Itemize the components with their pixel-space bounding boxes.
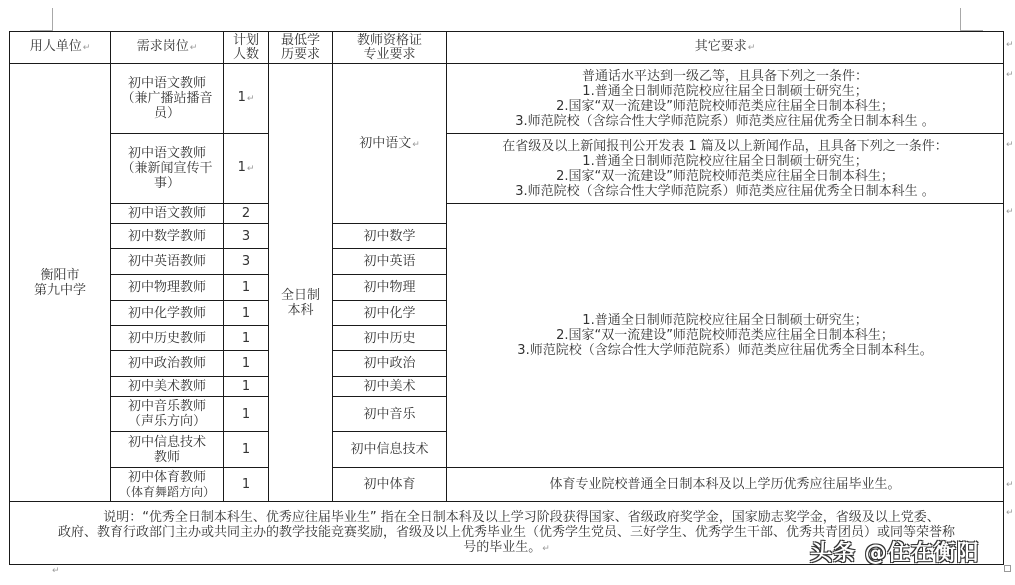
position-cell: 初中物理教师 (111, 275, 224, 301)
position-cell: 初中信息技术 教师 (111, 432, 224, 468)
paragraph-mark: ↵ (1006, 508, 1014, 518)
count-cell: 1 (224, 377, 269, 397)
count-cell: 3 (224, 224, 269, 249)
header-other: 其它要求↵ (447, 32, 1004, 64)
cert-cell: 初中美术 (333, 377, 447, 397)
count-cell: 1 (224, 351, 269, 377)
position-cell: 初中音乐教师 （声乐方向） (111, 397, 224, 432)
cert-cell: 初中政治 (333, 351, 447, 377)
paragraph-mark: ↵ (1006, 480, 1014, 490)
cert-cell: 初中体育 (333, 468, 447, 502)
cert-cell: 初中化学 (333, 301, 447, 326)
position-cell: 初中美术教师 (111, 377, 224, 397)
cert-cell: 初中信息技术 (333, 432, 447, 468)
paragraph-mark: ↵ (1006, 207, 1014, 217)
cert-cell: 初中物理 (333, 275, 447, 301)
cert-cell: 初中音乐 (333, 397, 447, 432)
crop-mark-top-right (960, 8, 983, 31)
count-cell: 1 (224, 397, 269, 432)
crop-mark-top-left (30, 8, 53, 31)
table-row (10, 64, 1004, 134)
header-position: 需求岗位↵ (111, 32, 224, 64)
count-cell: 3 (224, 249, 269, 275)
header-count: 计划 人数 (224, 32, 269, 64)
requirements-news: 在省级及以上新闻报刊公开发表 1 篇及以上新闻作品，且具备下列之一条件： 1.普通全日制师范院校应往届全日制硕士研究生； 2.国家“双一流建设”师范院校师范类应往届全日制本科生； 3.师范院校（含综合性大学师范院系）师范类应往届优秀全日制本科生 。 (447, 134, 1004, 204)
cert-cell: 初中英语 (333, 249, 447, 275)
position-cell: 初中语文教师 （兼广播站播音 员） (111, 64, 224, 134)
cert-cell: 初中历史 (333, 326, 447, 351)
header-certificate: 教师资格证 专业要求 (333, 32, 447, 64)
paragraph-mark: ↵ (1006, 40, 1014, 50)
cert-cell: 初中数学 (333, 224, 447, 249)
paragraph-mark: ↵ (52, 566, 60, 576)
count-cell: 2 (224, 204, 269, 224)
table-header-row (10, 32, 1004, 64)
count-cell: 1↵ (224, 64, 269, 134)
employer-cell: 衡阳市 第九中学 (10, 64, 111, 502)
count-cell: 1 (224, 301, 269, 326)
position-cell: 初中政治教师 (111, 351, 224, 377)
table-row (10, 468, 1004, 502)
count-cell: 1 (224, 468, 269, 502)
position-cell: 初中体育教师 （体育舞蹈方向） (111, 468, 224, 502)
position-cell: 初中英语教师 (111, 249, 224, 275)
header-education: 最低学 历要求 (269, 32, 333, 64)
note-cell: 说明：“优秀全日制本科生、优秀应往届毕业生” 指在全日制本科及以上学习阶段获得国家、省级政府奖学金，国家励志奖学金，省级及以上党委、 政府、教育行政部门主办或共同主办的教学技能竞赛奖励，省级及以上优秀毕业生（优秀学生党员、三好学生、优秀学生干部、优秀共青团员）或同等荣誉称 号的毕业生。↵ (10, 502, 1004, 565)
position-cell: 初中历史教师 (111, 326, 224, 351)
position-cell: 初中化学教师 (111, 301, 224, 326)
count-cell: 1 (224, 432, 269, 468)
table-end-marker (1004, 565, 1011, 572)
count-cell: 1 (224, 326, 269, 351)
education-cell: 全日制 本科 (269, 64, 333, 502)
position-cell: 初中数学教师 (111, 224, 224, 249)
requirements-general: 1.普通全日制师范院校应往届全日制硕士研究生； 2.国家“双一流建设”师范院校师范类应往届全日制本科生； 3.师范院校（含综合性大学师范院系）师范类应往届优秀全日制本科生。 (447, 204, 1004, 468)
position-cell: 初中语文教师 (111, 204, 224, 224)
count-cell: 1 (224, 275, 269, 301)
table-row (10, 204, 1004, 224)
table-row (10, 134, 1004, 204)
watermark: 头条 @住在衡阳 (810, 541, 980, 566)
paragraph-mark: ↵ (1006, 140, 1014, 150)
count-cell: 1↵ (224, 134, 269, 204)
position-cell: 初中语文教师 （兼新闻宣传干 事） (111, 134, 224, 204)
recruitment-table (9, 31, 1004, 565)
header-unit: 用人单位↵ (10, 32, 111, 64)
requirements-broadcast: 普通话水平达到一级乙等，且具备下列之一条件： 1.普通全日制师范院校应往届全日制硕士研究生； 2.国家“双一流建设”师范院校师范类应往届全日制本科生； 3.师范院校（含综合性大学师范院系）师范类应往届优秀全日制本科生 。 (447, 64, 1004, 134)
cert-cell-chinese: 初中语文↵ (333, 64, 447, 224)
paragraph-mark: ↵ (1006, 70, 1014, 80)
requirements-pe: 体育专业院校普通全日制本科及以上学历优秀应往届毕业生。 (447, 468, 1004, 502)
